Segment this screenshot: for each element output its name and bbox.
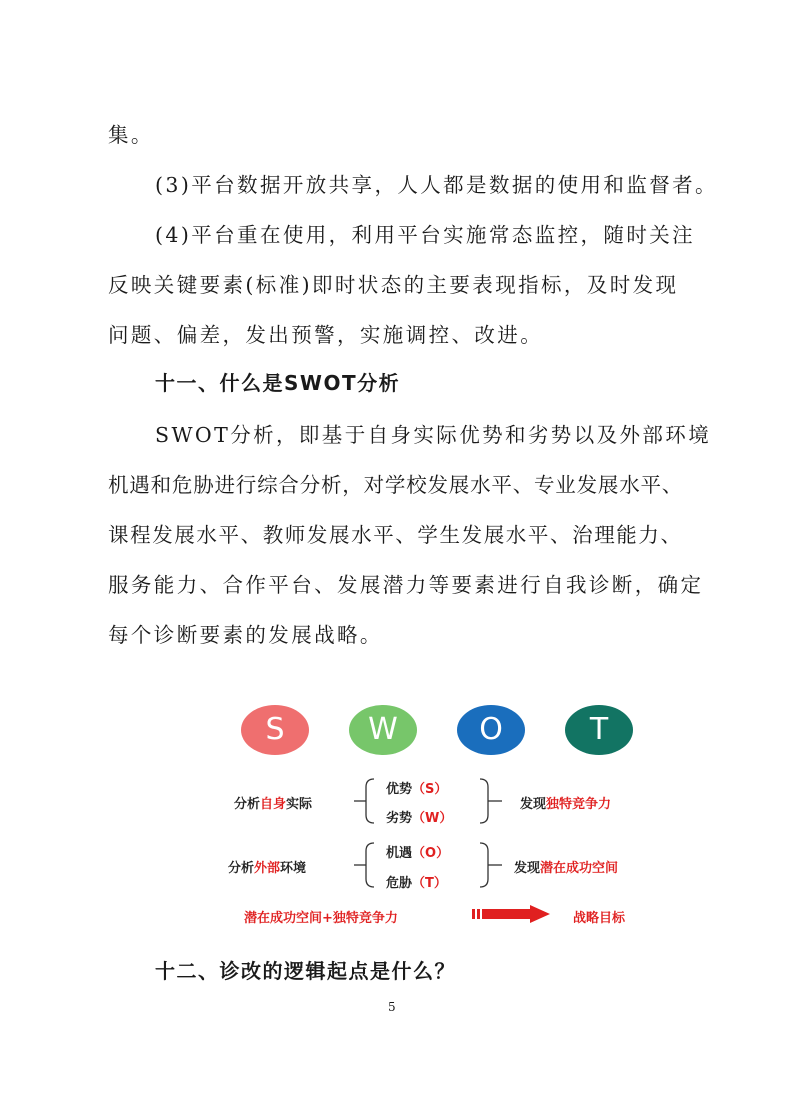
threat-item: [386, 872, 447, 891]
row2-left-pre: 分析: [228, 861, 255, 876]
row2-left-post: 环境: [280, 861, 307, 876]
row1-left-label: [234, 793, 312, 812]
paragraph-line: 服务能力、合作平台、发展潜力等要素进行自我诊断，确定: [108, 573, 704, 597]
strength-label: 优势: [386, 782, 413, 797]
threat-label: 危胁: [386, 876, 413, 891]
swot-circle-w: W: [349, 705, 417, 755]
paragraph-line: (4)平台重在使用，利用平台实施常态监控，随时关注: [155, 223, 696, 247]
row2-left-label: [228, 857, 306, 876]
row1-right-red: 独特竞争力: [546, 797, 612, 812]
swot-diagram: [222, 695, 662, 945]
right-bracket: [480, 779, 488, 823]
left-bracket: [366, 779, 374, 823]
section-heading-12: 十二、诊改的逻辑起点是什么？: [155, 959, 456, 983]
paragraph-line: 反映关键要素(标准)即时状态的主要表现指标，及时发现: [108, 273, 679, 297]
row1-left-pre: 分析: [234, 797, 261, 812]
page-number: 5: [388, 1000, 396, 1014]
section-heading-11: 十一、什么是SWOT分析: [155, 371, 401, 395]
swot-circle-t: T: [565, 705, 633, 755]
row1-right-label: [520, 793, 611, 812]
paragraph-line: 问题、偏差，发出预警，实施调控、改进。: [108, 323, 544, 347]
swot-circle-o: O: [457, 705, 525, 755]
paragraph-line: 每个诊断要素的发展战略。: [108, 623, 383, 647]
bottom-right-label: 战略目标: [573, 911, 626, 926]
paragraph-line: 集。: [108, 123, 154, 147]
row2-left-red: 外部: [254, 861, 281, 876]
row1-right-pre: 发现: [520, 797, 547, 812]
weakness-code: （W）: [412, 811, 453, 826]
left-bracket: [366, 843, 374, 887]
row1-left-red: 自身: [260, 797, 287, 812]
paragraph-line: 机遇和危胁进行综合分析，对学校发展水平、专业发展水平、: [108, 473, 684, 497]
red-arrow-icon: [472, 905, 550, 923]
strength-code: （S）: [412, 782, 448, 797]
bottom-left-label: 潜在成功空间+独特竞争力: [244, 911, 398, 926]
threat-code: （T）: [412, 876, 447, 891]
weakness-item: [386, 807, 452, 826]
row2-right-pre: 发现: [514, 861, 541, 876]
weakness-label: 劣势: [386, 811, 413, 826]
opportunity-item: [386, 842, 449, 861]
right-bracket: [480, 843, 488, 887]
row2-right-label: [514, 857, 618, 876]
paragraph-line: SWOT分析，即基于自身实际优势和劣势以及外部环境: [155, 423, 712, 447]
paragraph-line: 课程发展水平、教师发展水平、学生发展水平、治理能力、: [108, 523, 683, 547]
row1-left-post: 实际: [286, 797, 313, 812]
swot-circle-s: S: [241, 705, 309, 755]
paragraph-line: (3)平台数据开放共享，人人都是数据的使用和监督者。: [155, 173, 718, 197]
row2-right-red: 潜在成功空间: [540, 861, 619, 876]
opportunity-code: （O）: [412, 846, 450, 861]
opportunity-label: 机遇: [386, 846, 413, 861]
strength-item: [386, 778, 447, 797]
